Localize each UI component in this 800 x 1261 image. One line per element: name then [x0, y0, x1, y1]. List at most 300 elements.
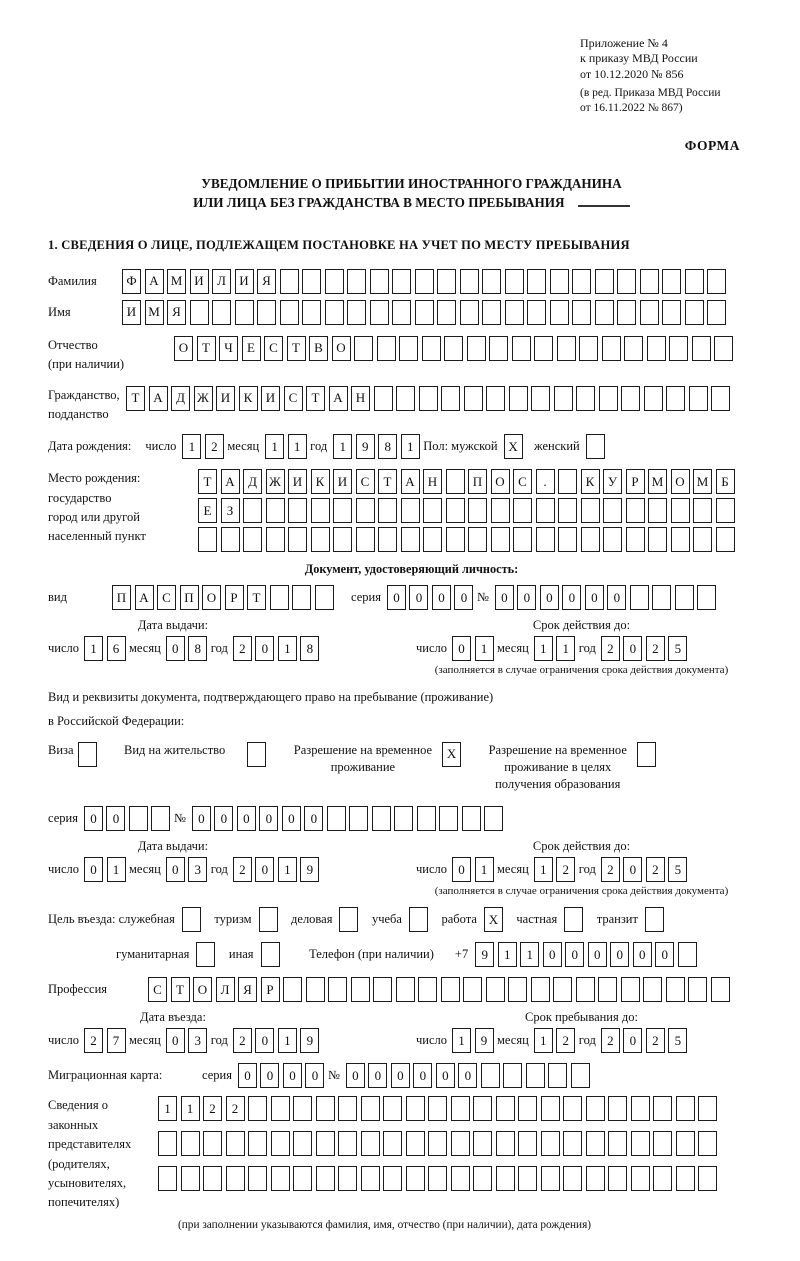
char-cell[interactable]: С	[148, 977, 167, 1002]
char-cell[interactable]	[707, 300, 726, 325]
char-cell[interactable]: 1	[265, 434, 284, 459]
char-cell[interactable]: У	[603, 469, 622, 494]
char-cell[interactable]	[198, 527, 217, 552]
char-cell[interactable]	[401, 527, 420, 552]
char-cell[interactable]	[361, 1166, 380, 1191]
char-cell[interactable]	[212, 300, 231, 325]
char-cell[interactable]: 0	[387, 585, 406, 610]
char-cell[interactable]: 2	[556, 857, 575, 882]
char-cell[interactable]	[257, 300, 276, 325]
char-cell[interactable]	[626, 498, 645, 523]
char-cell[interactable]	[685, 269, 704, 294]
char-cell[interactable]: 0	[259, 806, 278, 831]
char-cell[interactable]: 0	[106, 806, 125, 831]
char-cell[interactable]: Ж	[266, 469, 285, 494]
char-cell[interactable]	[692, 336, 711, 361]
char-cell[interactable]	[151, 806, 170, 831]
char-cell[interactable]: Т	[198, 469, 217, 494]
char-cell[interactable]	[203, 1166, 222, 1191]
char-cell[interactable]: Р	[626, 469, 645, 494]
char-cell[interactable]: 0	[432, 585, 451, 610]
char-cell[interactable]	[676, 1166, 695, 1191]
char-cell[interactable]	[293, 1131, 312, 1156]
char-cell[interactable]: 2	[646, 636, 665, 661]
char-cell[interactable]	[599, 386, 618, 411]
char-cell[interactable]	[271, 1166, 290, 1191]
char-cell[interactable]	[518, 1096, 537, 1121]
char-cell[interactable]: О	[671, 469, 690, 494]
char-cell[interactable]: 0	[610, 942, 629, 967]
char-cell[interactable]	[697, 585, 716, 610]
char-cell[interactable]	[676, 1131, 695, 1156]
char-cell[interactable]	[235, 300, 254, 325]
char-cell[interactable]	[423, 498, 442, 523]
char-cell[interactable]	[328, 977, 347, 1002]
char-cell[interactable]: К	[581, 469, 600, 494]
char-cell[interactable]	[203, 1131, 222, 1156]
char-cell[interactable]	[439, 806, 458, 831]
char-cell[interactable]	[675, 585, 694, 610]
char-cell[interactable]	[446, 469, 465, 494]
char-cell[interactable]	[399, 336, 418, 361]
char-cell[interactable]	[554, 386, 573, 411]
char-cell[interactable]: 2	[205, 434, 224, 459]
char-cell[interactable]: 1	[534, 636, 553, 661]
char-cell[interactable]	[361, 1096, 380, 1121]
char-cell[interactable]: А	[135, 585, 154, 610]
char-cell[interactable]	[608, 1166, 627, 1191]
char-cell[interactable]: 1	[107, 857, 126, 882]
char-cell[interactable]	[374, 386, 393, 411]
char-cell[interactable]	[446, 498, 465, 523]
char-cell[interactable]	[354, 336, 373, 361]
char-cell[interactable]	[356, 498, 375, 523]
char-cell[interactable]	[464, 386, 483, 411]
char-cell[interactable]	[349, 806, 368, 831]
char-cell[interactable]: С	[157, 585, 176, 610]
char-cell[interactable]	[394, 806, 413, 831]
char-cell[interactable]	[473, 1166, 492, 1191]
char-cell[interactable]	[356, 527, 375, 552]
char-cell[interactable]: 1	[475, 636, 494, 661]
char-cell[interactable]: 1	[534, 857, 553, 882]
char-cell[interactable]	[486, 977, 505, 1002]
char-cell[interactable]	[714, 336, 733, 361]
char-cell[interactable]: О	[174, 336, 193, 361]
char-cell[interactable]	[428, 1166, 447, 1191]
char-cell[interactable]	[586, 1096, 605, 1121]
char-cell[interactable]: М	[693, 469, 712, 494]
char-cell[interactable]: 9	[300, 1028, 319, 1053]
char-cell[interactable]	[669, 336, 688, 361]
char-cell[interactable]	[586, 434, 605, 459]
char-cell[interactable]	[508, 977, 527, 1002]
char-cell[interactable]	[693, 527, 712, 552]
char-cell[interactable]: 0	[255, 857, 274, 882]
char-cell[interactable]: 1	[181, 1096, 200, 1121]
char-cell[interactable]	[481, 1063, 500, 1088]
char-cell[interactable]	[676, 1096, 695, 1121]
char-cell[interactable]	[422, 336, 441, 361]
char-cell[interactable]	[428, 1131, 447, 1156]
char-cell[interactable]	[550, 269, 569, 294]
char-cell[interactable]: 0	[237, 806, 256, 831]
char-cell[interactable]	[351, 977, 370, 1002]
char-cell[interactable]	[707, 269, 726, 294]
char-cell[interactable]: 1	[452, 1028, 471, 1053]
char-cell[interactable]	[270, 585, 289, 610]
char-cell[interactable]: Т	[197, 336, 216, 361]
char-cell[interactable]	[563, 1096, 582, 1121]
char-cell[interactable]: 9	[475, 942, 494, 967]
char-cell[interactable]	[392, 300, 411, 325]
char-cell[interactable]	[378, 498, 397, 523]
char-cell[interactable]	[415, 269, 434, 294]
char-cell[interactable]	[347, 300, 366, 325]
char-cell[interactable]	[441, 386, 460, 411]
char-cell[interactable]: 2	[556, 1028, 575, 1053]
char-cell[interactable]	[129, 806, 148, 831]
char-cell[interactable]: 0	[588, 942, 607, 967]
char-cell[interactable]: Л	[212, 269, 231, 294]
char-cell[interactable]	[247, 742, 266, 767]
char-cell[interactable]: О	[491, 469, 510, 494]
char-cell[interactable]	[671, 498, 690, 523]
char-cell[interactable]	[473, 1131, 492, 1156]
char-cell[interactable]	[243, 498, 262, 523]
char-cell[interactable]	[190, 300, 209, 325]
char-cell[interactable]: 9	[475, 1028, 494, 1053]
char-cell[interactable]	[513, 527, 532, 552]
char-cell[interactable]	[647, 336, 666, 361]
char-cell[interactable]	[653, 1096, 672, 1121]
char-cell[interactable]	[653, 1131, 672, 1156]
char-cell[interactable]	[603, 498, 622, 523]
char-cell[interactable]: К	[311, 469, 330, 494]
char-cell[interactable]	[617, 300, 636, 325]
char-cell[interactable]: 0	[214, 806, 233, 831]
char-cell[interactable]	[182, 907, 201, 932]
char-cell[interactable]: А	[221, 469, 240, 494]
char-cell[interactable]: 0	[166, 857, 185, 882]
char-cell[interactable]	[666, 386, 685, 411]
char-cell[interactable]: 0	[166, 636, 185, 661]
char-cell[interactable]: Я	[257, 269, 276, 294]
char-cell[interactable]	[261, 942, 280, 967]
char-cell[interactable]: 3	[188, 857, 207, 882]
char-cell[interactable]	[496, 1096, 515, 1121]
char-cell[interactable]: Л	[216, 977, 235, 1002]
char-cell[interactable]: 0	[623, 857, 642, 882]
char-cell[interactable]	[158, 1131, 177, 1156]
char-cell[interactable]	[496, 1166, 515, 1191]
char-cell[interactable]: Н	[351, 386, 370, 411]
char-cell[interactable]: О	[202, 585, 221, 610]
char-cell[interactable]: 0	[607, 585, 626, 610]
char-cell[interactable]: 0	[585, 585, 604, 610]
char-cell[interactable]: И	[261, 386, 280, 411]
char-cell[interactable]	[437, 300, 456, 325]
char-cell[interactable]: И	[216, 386, 235, 411]
char-cell[interactable]	[333, 527, 352, 552]
char-cell[interactable]	[527, 300, 546, 325]
char-cell[interactable]: Д	[171, 386, 190, 411]
char-cell[interactable]	[624, 336, 643, 361]
char-cell[interactable]	[339, 907, 358, 932]
char-cell[interactable]: 0	[452, 857, 471, 882]
char-cell[interactable]	[631, 1131, 650, 1156]
char-cell[interactable]	[181, 1166, 200, 1191]
char-cell[interactable]	[608, 1096, 627, 1121]
char-cell[interactable]: 2	[601, 636, 620, 661]
char-cell[interactable]: Б	[716, 469, 735, 494]
char-cell[interactable]	[512, 336, 531, 361]
char-cell[interactable]: 2	[84, 1028, 103, 1053]
char-cell[interactable]: 0	[517, 585, 536, 610]
char-cell[interactable]	[579, 336, 598, 361]
char-cell[interactable]: 2	[233, 1028, 252, 1053]
char-cell[interactable]	[462, 806, 481, 831]
char-cell[interactable]	[644, 386, 663, 411]
char-cell[interactable]	[572, 300, 591, 325]
char-cell[interactable]	[451, 1096, 470, 1121]
char-cell[interactable]	[293, 1096, 312, 1121]
char-cell[interactable]: 9	[356, 434, 375, 459]
char-cell[interactable]: 8	[188, 636, 207, 661]
char-cell[interactable]: 2	[233, 857, 252, 882]
char-cell[interactable]	[531, 386, 550, 411]
char-cell[interactable]	[361, 1131, 380, 1156]
char-cell[interactable]	[689, 386, 708, 411]
char-cell[interactable]	[602, 336, 621, 361]
char-cell[interactable]: 0	[454, 585, 473, 610]
char-cell[interactable]: 0	[458, 1063, 477, 1088]
char-cell[interactable]: 7	[107, 1028, 126, 1053]
char-cell[interactable]	[415, 300, 434, 325]
char-cell[interactable]	[608, 1131, 627, 1156]
char-cell[interactable]	[311, 527, 330, 552]
char-cell[interactable]	[640, 300, 659, 325]
char-cell[interactable]: С	[356, 469, 375, 494]
char-cell[interactable]: С	[264, 336, 283, 361]
char-cell[interactable]	[503, 1063, 522, 1088]
char-cell[interactable]	[437, 269, 456, 294]
char-cell[interactable]	[451, 1166, 470, 1191]
char-cell[interactable]	[460, 269, 479, 294]
char-cell[interactable]	[473, 1096, 492, 1121]
char-cell[interactable]	[78, 742, 97, 767]
char-cell[interactable]	[383, 1166, 402, 1191]
char-cell[interactable]: 0	[540, 585, 559, 610]
char-cell[interactable]	[640, 269, 659, 294]
char-cell[interactable]: И	[190, 269, 209, 294]
char-cell[interactable]	[316, 1166, 335, 1191]
char-cell[interactable]: З	[221, 498, 240, 523]
char-cell[interactable]	[396, 977, 415, 1002]
char-cell[interactable]: 2	[601, 857, 620, 882]
char-cell[interactable]	[598, 977, 617, 1002]
char-cell[interactable]	[631, 1096, 650, 1121]
char-cell[interactable]: 0	[192, 806, 211, 831]
char-cell[interactable]: 1	[182, 434, 201, 459]
char-cell[interactable]: 0	[166, 1028, 185, 1053]
char-cell[interactable]	[288, 527, 307, 552]
char-cell[interactable]	[491, 498, 510, 523]
char-cell[interactable]	[226, 1166, 245, 1191]
char-cell[interactable]	[392, 269, 411, 294]
char-cell[interactable]	[383, 1096, 402, 1121]
char-cell[interactable]	[563, 1166, 582, 1191]
char-cell[interactable]	[572, 269, 591, 294]
char-cell[interactable]	[576, 386, 595, 411]
char-cell[interactable]	[406, 1166, 425, 1191]
char-cell[interactable]	[637, 742, 656, 767]
char-cell[interactable]	[451, 1131, 470, 1156]
char-cell[interactable]	[292, 585, 311, 610]
char-cell[interactable]	[383, 1131, 402, 1156]
char-cell[interactable]: 1	[278, 857, 297, 882]
char-cell[interactable]	[643, 977, 662, 1002]
char-cell[interactable]: С	[284, 386, 303, 411]
char-cell[interactable]	[513, 498, 532, 523]
char-cell[interactable]	[181, 1131, 200, 1156]
char-cell[interactable]: Ч	[219, 336, 238, 361]
char-cell[interactable]	[316, 1096, 335, 1121]
char-cell[interactable]: 2	[226, 1096, 245, 1121]
char-cell[interactable]	[482, 269, 501, 294]
char-cell[interactable]	[581, 498, 600, 523]
char-cell[interactable]: 0	[283, 1063, 302, 1088]
char-cell[interactable]: X	[504, 434, 523, 459]
char-cell[interactable]	[288, 498, 307, 523]
char-cell[interactable]: М	[648, 469, 667, 494]
char-cell[interactable]: А	[149, 386, 168, 411]
char-cell[interactable]	[293, 1166, 312, 1191]
char-cell[interactable]	[536, 498, 555, 523]
char-cell[interactable]: 1	[401, 434, 420, 459]
char-cell[interactable]	[586, 1131, 605, 1156]
char-cell[interactable]: 6	[107, 636, 126, 661]
char-cell[interactable]	[406, 1131, 425, 1156]
char-cell[interactable]: И	[122, 300, 141, 325]
char-cell[interactable]: 0	[304, 806, 323, 831]
char-cell[interactable]	[489, 336, 508, 361]
char-cell[interactable]	[621, 977, 640, 1002]
char-cell[interactable]	[626, 527, 645, 552]
char-cell[interactable]: .	[536, 469, 555, 494]
char-cell[interactable]: О	[332, 336, 351, 361]
char-cell[interactable]	[306, 977, 325, 1002]
char-cell[interactable]: П	[112, 585, 131, 610]
char-cell[interactable]	[711, 977, 730, 1002]
char-cell[interactable]	[518, 1166, 537, 1191]
char-cell[interactable]: Я	[238, 977, 257, 1002]
char-cell[interactable]	[248, 1096, 267, 1121]
char-cell[interactable]	[378, 527, 397, 552]
char-cell[interactable]	[446, 527, 465, 552]
char-cell[interactable]: 0	[238, 1063, 257, 1088]
char-cell[interactable]: Д	[243, 469, 262, 494]
char-cell[interactable]: 1	[158, 1096, 177, 1121]
char-cell[interactable]: Е	[242, 336, 261, 361]
char-cell[interactable]: А	[329, 386, 348, 411]
char-cell[interactable]	[406, 1096, 425, 1121]
char-cell[interactable]	[653, 1166, 672, 1191]
char-cell[interactable]: Т	[378, 469, 397, 494]
char-cell[interactable]	[662, 269, 681, 294]
char-cell[interactable]	[370, 300, 389, 325]
char-cell[interactable]	[693, 498, 712, 523]
char-cell[interactable]	[409, 907, 428, 932]
char-cell[interactable]	[482, 300, 501, 325]
char-cell[interactable]	[541, 1131, 560, 1156]
char-cell[interactable]	[698, 1131, 717, 1156]
char-cell[interactable]	[259, 907, 278, 932]
char-cell[interactable]	[617, 269, 636, 294]
char-cell[interactable]: 0	[565, 942, 584, 967]
char-cell[interactable]	[534, 336, 553, 361]
char-cell[interactable]	[558, 527, 577, 552]
char-cell[interactable]	[541, 1166, 560, 1191]
char-cell[interactable]: 0	[282, 806, 301, 831]
char-cell[interactable]: Т	[126, 386, 145, 411]
char-cell[interactable]: 0	[84, 857, 103, 882]
char-cell[interactable]: 0	[413, 1063, 432, 1088]
char-cell[interactable]	[505, 269, 524, 294]
char-cell[interactable]: 0	[623, 1028, 642, 1053]
char-cell[interactable]: 1	[556, 636, 575, 661]
char-cell[interactable]	[460, 300, 479, 325]
char-cell[interactable]	[631, 1166, 650, 1191]
char-cell[interactable]: 5	[668, 1028, 687, 1053]
char-cell[interactable]	[423, 527, 442, 552]
char-cell[interactable]	[553, 977, 572, 1002]
char-cell[interactable]	[563, 1131, 582, 1156]
char-cell[interactable]: 2	[601, 1028, 620, 1053]
char-cell[interactable]	[576, 977, 595, 1002]
char-cell[interactable]: 1	[288, 434, 307, 459]
char-cell[interactable]: 2	[233, 636, 252, 661]
char-cell[interactable]	[581, 527, 600, 552]
char-cell[interactable]: 0	[84, 806, 103, 831]
char-cell[interactable]: 0	[391, 1063, 410, 1088]
char-cell[interactable]	[158, 1166, 177, 1191]
char-cell[interactable]	[645, 907, 664, 932]
char-cell[interactable]	[558, 498, 577, 523]
char-cell[interactable]	[428, 1096, 447, 1121]
char-cell[interactable]: К	[239, 386, 258, 411]
char-cell[interactable]	[557, 336, 576, 361]
char-cell[interactable]: 5	[668, 857, 687, 882]
char-cell[interactable]: 2	[646, 1028, 665, 1053]
char-cell[interactable]	[315, 585, 334, 610]
char-cell[interactable]	[333, 498, 352, 523]
char-cell[interactable]	[266, 498, 285, 523]
char-cell[interactable]	[486, 386, 505, 411]
char-cell[interactable]: Ж	[194, 386, 213, 411]
char-cell[interactable]	[417, 806, 436, 831]
char-cell[interactable]	[347, 269, 366, 294]
char-cell[interactable]: X	[442, 742, 461, 767]
char-cell[interactable]	[621, 386, 640, 411]
char-cell[interactable]: Н	[423, 469, 442, 494]
char-cell[interactable]: М	[145, 300, 164, 325]
char-cell[interactable]	[586, 1166, 605, 1191]
char-cell[interactable]: 0	[495, 585, 514, 610]
char-cell[interactable]: П	[180, 585, 199, 610]
char-cell[interactable]	[468, 498, 487, 523]
char-cell[interactable]	[541, 1096, 560, 1121]
